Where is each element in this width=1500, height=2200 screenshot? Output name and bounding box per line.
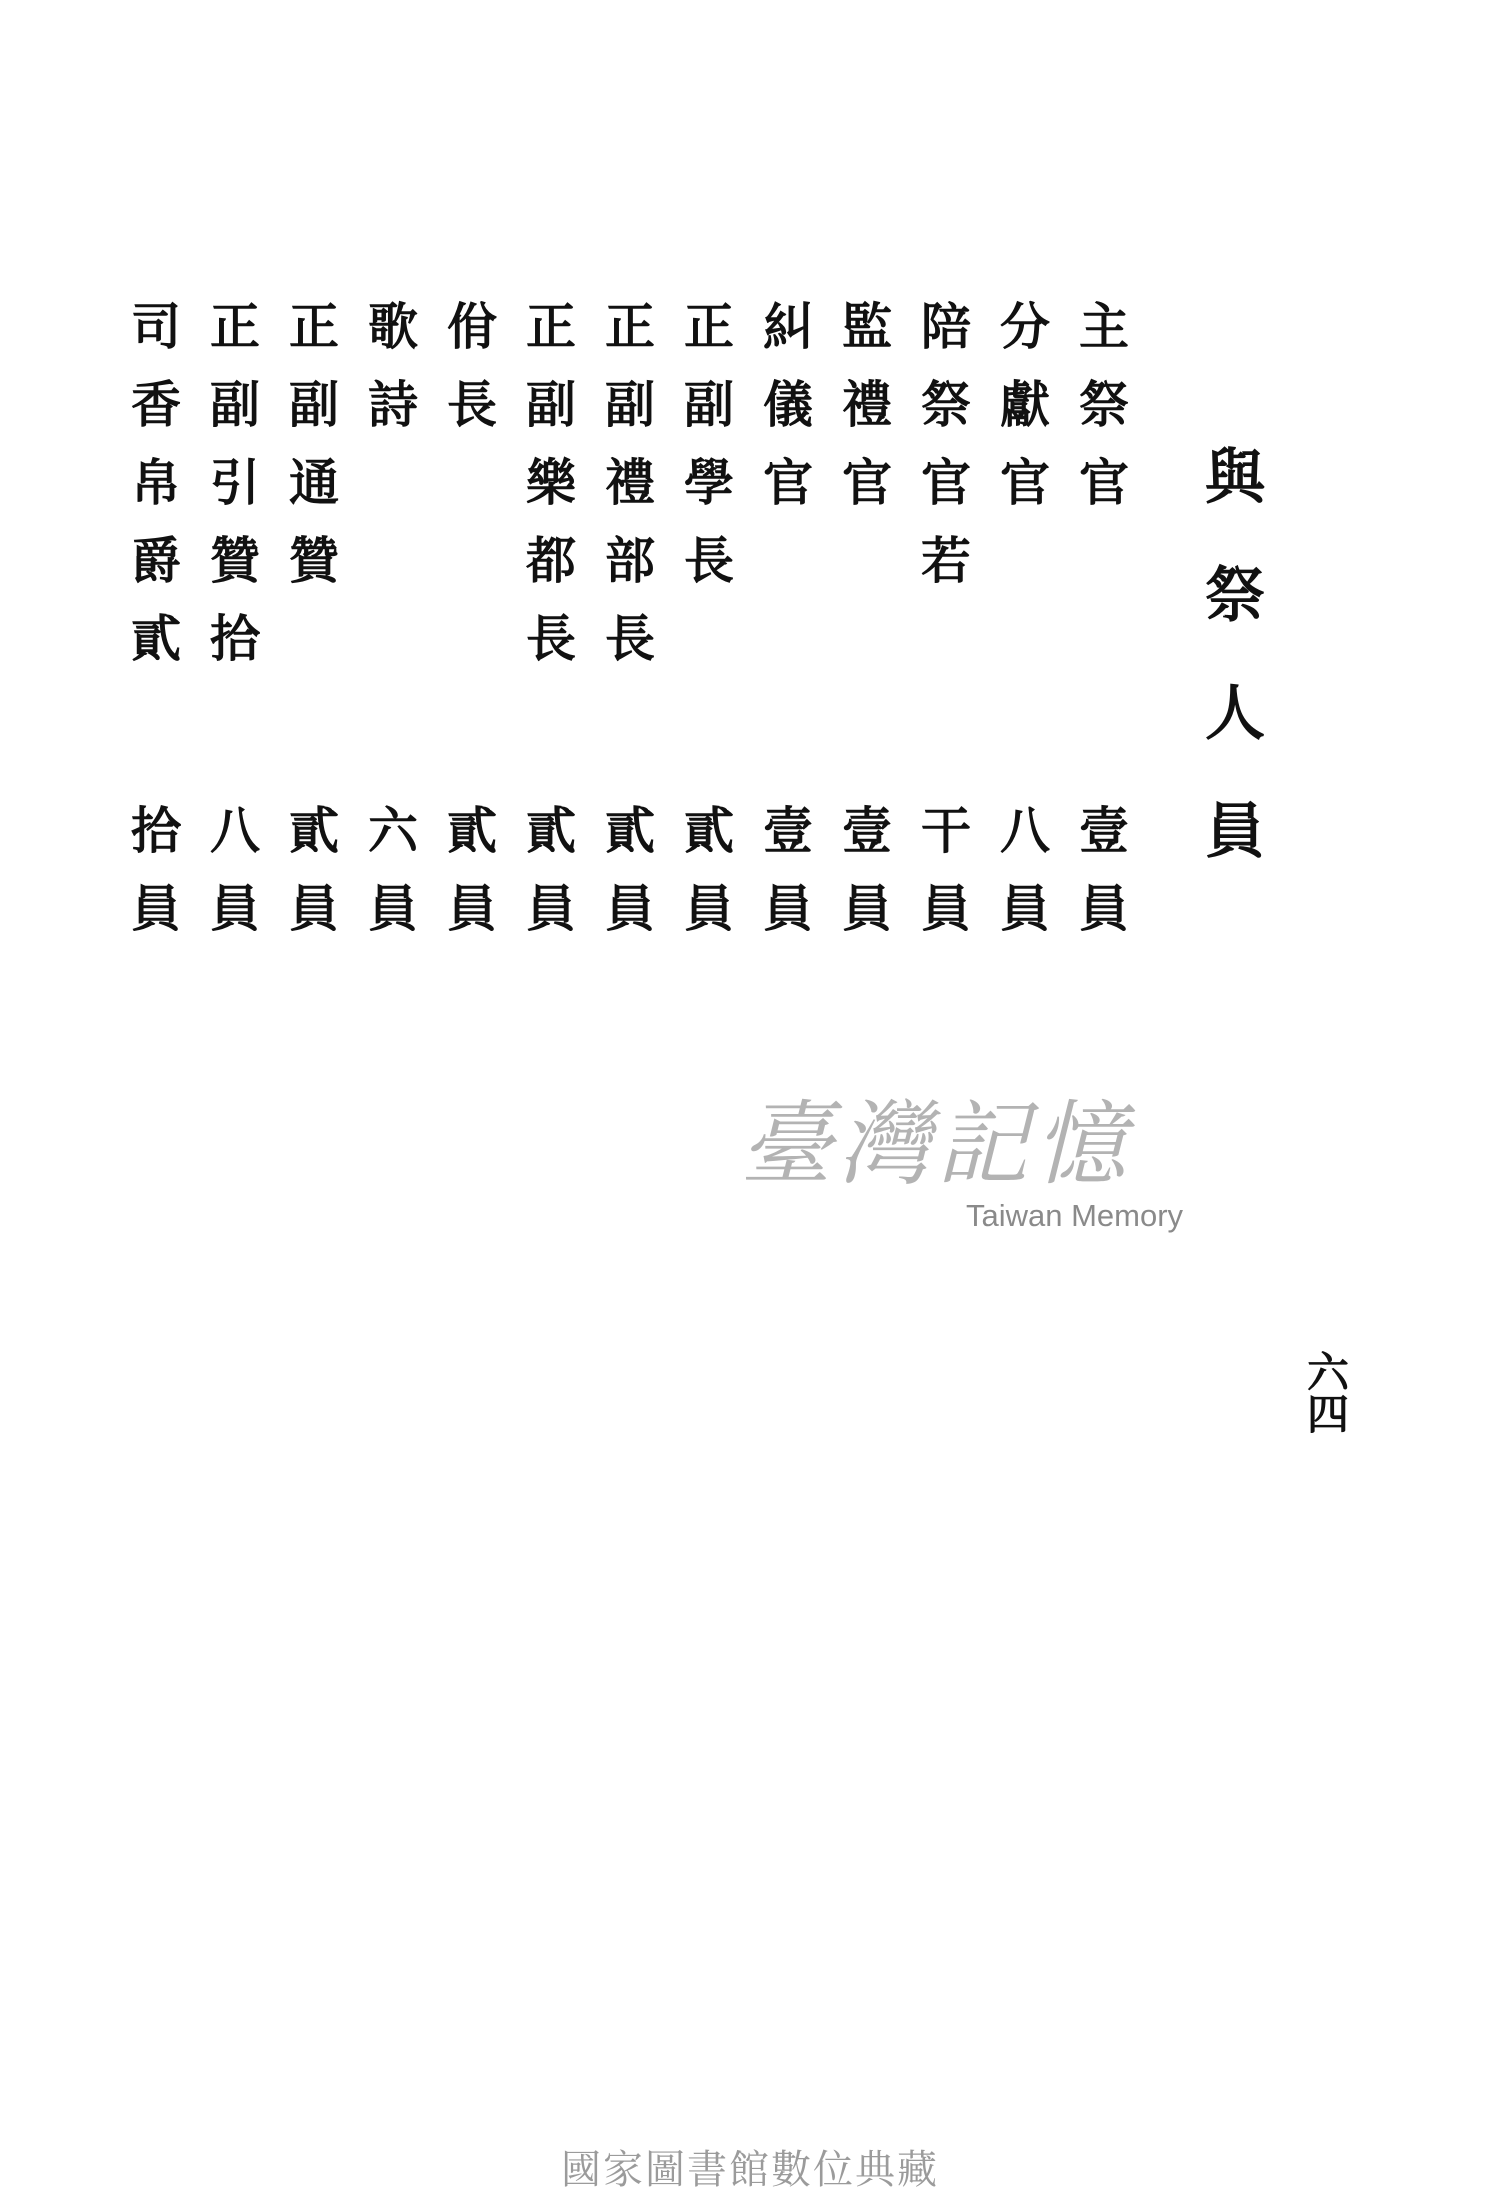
entry-count: 八員 (992, 804, 1051, 960)
section-heading: 與祭人員 (1195, 445, 1265, 917)
entry-name: 糾儀官 (755, 300, 814, 534)
entry-name: 正副學長 (676, 300, 735, 612)
entry-name: 主祭官 (1071, 300, 1130, 534)
watermark-cjk: 臺灣記憶 (740, 1091, 1133, 1198)
entry-item (827, 300, 899, 960)
entry-count: 貳員 (597, 804, 656, 960)
entry-item (748, 300, 820, 960)
entry-item (1064, 300, 1136, 960)
entry-name: 監禮官 (834, 300, 893, 534)
entry-count: 貳員 (518, 804, 577, 960)
entry-item (511, 300, 583, 960)
entry-name: 正副禮部長 (597, 300, 656, 690)
entry-name: 正副樂都長 (518, 300, 577, 690)
entry-name: 歌詩 (360, 300, 419, 456)
entry-name: 佾長 (439, 300, 498, 456)
entry-item (432, 300, 504, 960)
entry-item (274, 300, 346, 960)
entry-item (195, 300, 267, 960)
entry-item (353, 300, 425, 960)
entry-count: 干員 (913, 804, 972, 960)
entry-name: 分獻官 (992, 300, 1051, 534)
entry-name: 正副通贊 (281, 300, 340, 612)
entry-count: 貳員 (439, 804, 498, 960)
entry-count: 貳員 (281, 804, 340, 960)
entry-count: 貳員 (676, 804, 735, 960)
entry-count: 八員 (202, 804, 261, 960)
entry-name: 陪祭官若 (913, 300, 972, 612)
footer-credit: 國家圖書館數位典藏 (561, 2147, 939, 2193)
entry-name: 司香帛爵貳 (123, 300, 182, 690)
entry-item (116, 300, 188, 960)
entry-count: 壹員 (755, 804, 814, 960)
entry-name: 正副引贊拾 (202, 300, 261, 690)
entry-item (985, 300, 1057, 960)
entry-count: 壹員 (834, 804, 893, 960)
watermark-en: Taiwan Memory (966, 1198, 1184, 1233)
entry-item (906, 300, 978, 960)
entry-item (669, 300, 741, 960)
entry-item (590, 300, 662, 960)
watermark-logo (740, 1090, 1200, 1260)
entry-count: 壹員 (1071, 804, 1130, 960)
entry-count: 六員 (360, 804, 419, 960)
entry-count: 拾員 (123, 804, 182, 960)
page-number: 六四 (1301, 1350, 1350, 1434)
